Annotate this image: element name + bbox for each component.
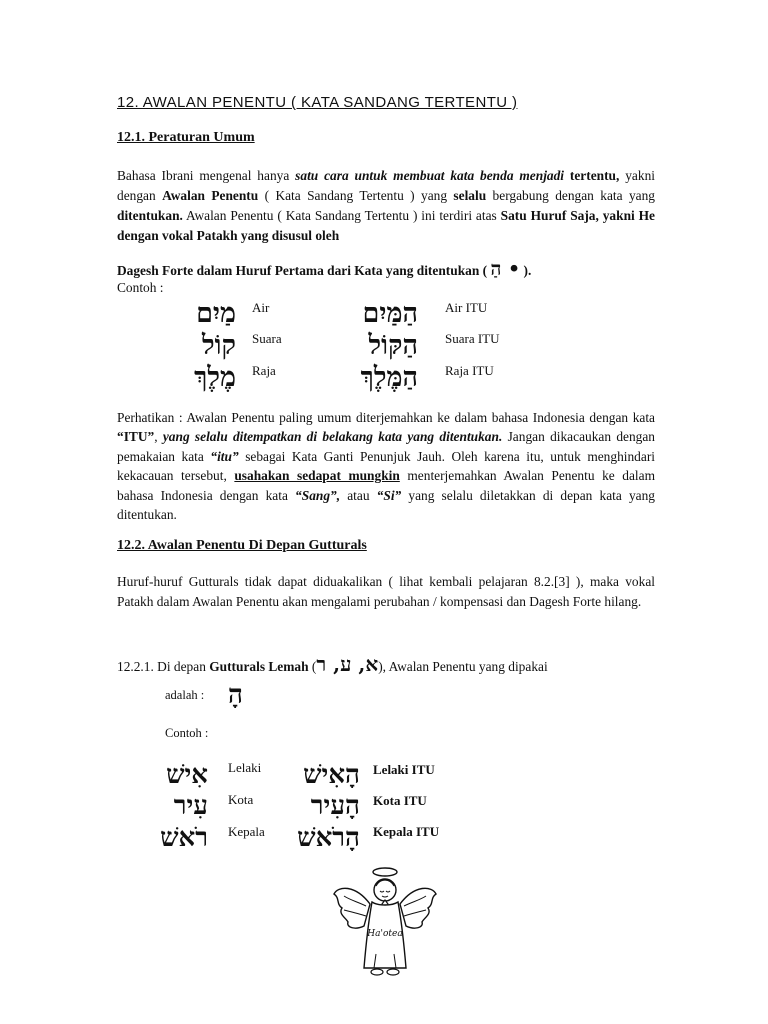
text-run-emphasis: “Sang”, xyxy=(295,487,341,503)
hebrew-word: קוֹל xyxy=(202,330,236,361)
text-run: , xyxy=(154,429,163,445)
section-heading-gutturals: 12.2. Awalan Penentu Di Depan Gutturals xyxy=(117,538,367,553)
hebrew-word-definite: הָאִישׁ xyxy=(303,760,360,790)
hebrew-word-definite: הָרֹאשׁ xyxy=(297,823,360,853)
example-meaning-definite: Suara ITU xyxy=(445,331,500,346)
example-meaning: Kota xyxy=(228,792,254,807)
contoh-label-2: Contoh : xyxy=(165,726,209,740)
text-run-bold: Satu Huruf Saja, yakni He dengan vokal Patakh yang disusul oleh xyxy=(117,208,655,243)
example-meaning-definite: Kepala ITU xyxy=(373,824,440,839)
example-meaning-definite: Air ITU xyxy=(445,300,488,315)
text-run-bold: ( xyxy=(482,263,488,278)
page-title: 12. AWALAN PENENTU ( KATA SANDANG TERTENTU ) xyxy=(117,94,518,111)
text-run: ), Awalan Penentu yang dipakai xyxy=(378,659,548,674)
text-run-emphasis: satu cara untuk membuat kata benda menjadi xyxy=(295,168,565,183)
example-meaning-definite: Lelaki ITU xyxy=(373,762,435,777)
paragraph-gutturals: Huruf-huruf Gutturals tidak dapat diduakalikan ( lihat kembali pelajaran 8.2.[3] ), maka vokal Patakh dalam Awalan Penentu akan mengalami perubahan / kompensasi dan Dagesh Forte hilang. xyxy=(117,574,655,609)
example-meaning: Kepala xyxy=(228,824,265,839)
hebrew-word: עִיר xyxy=(173,791,208,821)
subsection-12-2-1 xyxy=(117,652,548,677)
hebrew-word-definite: הַקּוֹל xyxy=(368,330,418,361)
hebrew-word: רֹאשׁ xyxy=(160,823,208,853)
example-meaning: Air xyxy=(252,300,270,315)
svg-text:Ha'otea: Ha'otea xyxy=(367,929,403,939)
hebrew-word: אִישׁ xyxy=(166,760,208,790)
text-run: Jangan dikacaukan dengan pemakaian kata xyxy=(117,429,655,464)
text-run-bold-underline: usahakan sedapat mungkin xyxy=(234,468,400,484)
text-run: yang selalu diletakkan di depan kata yang ditentukan. xyxy=(117,487,655,523)
hebrew-guttural-letters: א, ע, ר xyxy=(316,652,379,676)
text-run: 12.2.1. Di depan xyxy=(117,659,210,674)
hebrew-word: מַיִם xyxy=(196,298,236,329)
example-meaning-definite: Raja ITU xyxy=(445,363,494,378)
hebrew-word: מֶלֶךְ xyxy=(194,362,236,393)
text-run-bold: tertentu, xyxy=(569,168,620,183)
text-run: atau xyxy=(340,487,377,503)
angel-illustration xyxy=(330,864,440,980)
text-run: ( Kata Sandang Tertentu ) yang xyxy=(258,188,454,203)
text-run: yakni dengan xyxy=(117,168,655,203)
hebrew-word-definite: הָעִיר xyxy=(310,791,360,821)
text-run-bold: ditentukan. xyxy=(117,208,183,223)
text-run-emphasis: “itu” xyxy=(210,448,239,464)
example-meaning-definite: Kota ITU xyxy=(373,793,427,808)
paragraph-dagesh xyxy=(117,258,531,281)
text-run-bold: Awalan Penentu xyxy=(162,188,259,203)
text-run-emphasis: “Si” xyxy=(376,487,402,503)
text-run: sebagai Kata Ganti Penunjuk Jauh. Oleh karena itu, untuk menghindari kekacauan tersebut, xyxy=(117,448,656,484)
example-meaning: Suara xyxy=(252,331,282,346)
adalah-label: adalah : xyxy=(165,688,205,702)
text-run: Awalan Penentu ( Kata Sandang Tertentu ) ini terdiri atas xyxy=(182,208,501,223)
hebrew-prefix-mark: • הַ xyxy=(490,258,521,280)
contoh-label: Contoh : xyxy=(117,280,164,295)
hebrew-prefix-qamats: הָ xyxy=(228,680,243,710)
text-run-bold: ). xyxy=(523,263,532,278)
hebrew-word-definite: הַמַּיִם xyxy=(362,298,418,329)
text-run-bold: Gutturals Lemah xyxy=(209,659,309,674)
section-heading-peraturan-umum: 12.1. Peraturan Umum xyxy=(117,130,255,145)
text-run-bold: “ITU” xyxy=(117,429,155,445)
text-run-bold: Dagesh Forte dalam Huruf Pertama dari Kata yang ditentukan xyxy=(117,263,480,278)
text-run-emphasis: yang selalu ditempatkan di belakang kata yang ditentukan. xyxy=(162,429,503,445)
example-meaning: Lelaki xyxy=(228,760,262,775)
paragraph-perhatikan xyxy=(117,408,655,524)
example-meaning: Raja xyxy=(252,363,276,378)
paragraph-intro xyxy=(117,166,655,246)
text-run: Bahasa Ibrani mengenal hanya xyxy=(117,168,296,183)
text-run: bergabung dengan kata yang xyxy=(486,188,655,203)
text-run: menterjemahkan Awalan Penentu ke dalam bahasa Indonesia dengan kata xyxy=(117,468,656,503)
text-run-bold: selalu xyxy=(453,188,487,203)
hebrew-word-definite: הַמֶּלֶךְ xyxy=(360,362,418,393)
text-run: Perhatikan : Awalan Penentu paling umum diterjemahkan ke dalam bahasa Indonesia dengan kata xyxy=(117,410,655,425)
text-run: ( xyxy=(308,659,317,674)
